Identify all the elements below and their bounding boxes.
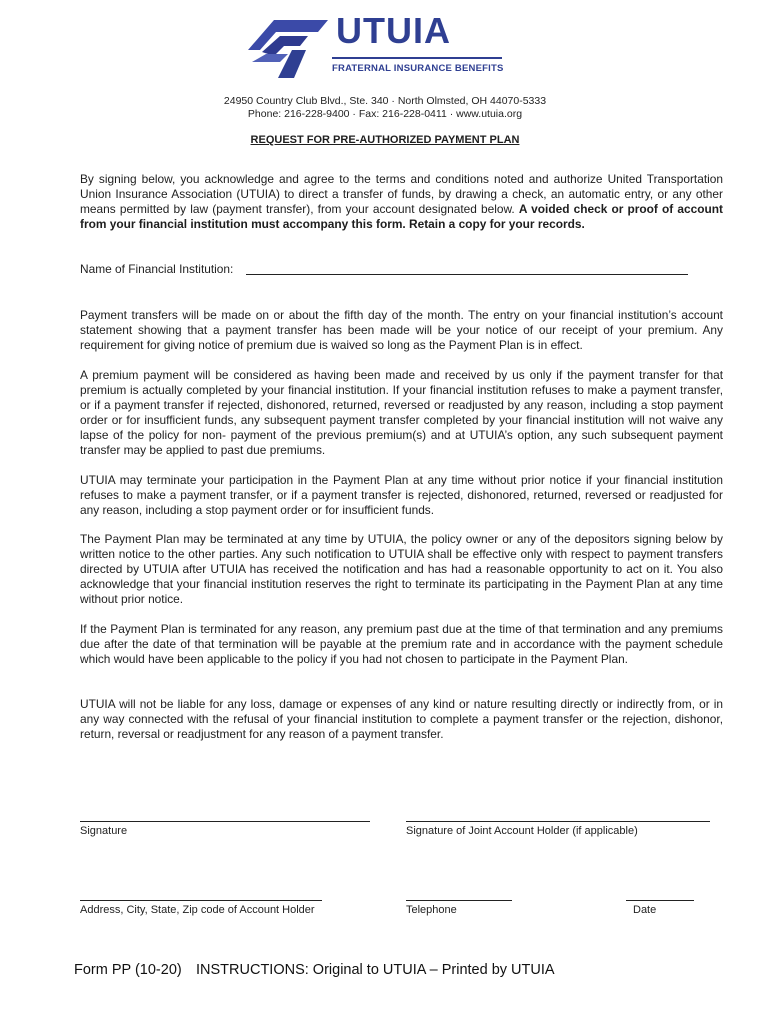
paragraph-payment-timing: Payment transfers will be made on or about the fifth day of the month. The entry on your financial institution’s account statement showing that a payment transfer has been made will be your notice of our receipt of your premium. Any requirement for giving notice of premium due is waived so long as the Payment Plan is in effect. [80,308,723,352]
paragraph-premium-payment: A premium payment will be considered as having been made and received by us only if the payment transfer for that premium is actually completed by your financial institution. If your financial institution refuses to make a payment transfer, or if a payment transfer if rejected, dishonored, returned, reversed or readjusted by any reason, including a stop payment order or for insufficient funds, any subsequent payment transfer completed by your financial institution will not waive any lapse of the policy for non- payment of the previous premium(s) and at UTUIA’s option, any such subsequent payment transfer may be applied to past due premiums. [80,368,723,457]
telephone-label: Telephone [406,904,457,916]
joint-signature-line[interactable] [406,821,710,822]
utuia-logo [248,10,508,80]
date-line[interactable] [626,900,694,901]
logo-name: UTUIA [336,10,451,51]
date-label: Date [633,904,657,916]
utuia-logo-mark-icon [248,16,334,80]
address-line-field[interactable] [80,900,322,901]
logo-subtitle: FRATERNAL INSURANCE BENEFITS [332,63,504,74]
intro-paragraph [80,172,723,232]
signature-line[interactable] [80,821,370,822]
financial-institution-label: Name of Financial Institution: [80,262,234,276]
address-field-label: Address, City, State, Zip code of Account Holder [80,904,315,916]
paragraph-termination-notice: UTUIA may terminate your participation in the Payment Plan at any time without prior notice if your financial institution refuses to make a payment transfer, or if a payment transfer is rejected, dishonored, returned, reversed or readjusted for any reason, including a stop payment order or for insufficient funds. [80,473,723,517]
paragraph-plan-termination: The Payment Plan may be terminated at any time by UTUIA, the policy owner or any of the depositors signing below by written notice to the other parties. Any such notification to UTUIA shall be effective only with respect to payment transfers directed by UTUIA after UTUIA has received the notification and has had a reasonable opportunity to act on it. You also acknowledge that your financial institution reserves the right to terminate its participating in the Payment Plan at any time without prior notice. [80,532,723,606]
address-line-2: Phone: 216-228-9400 · Fax: 216-228-0411 · www.utuia.org [247,108,523,120]
signature-label: Signature [80,825,128,837]
paragraph-past-due: If the Payment Plan is terminated for any reason, any premium past due at the time of that termination and any premiums due after the date of that termination will be payable at the premium rate and in accordance with the payment schedule which would have been applicable to the policy if you had not chosen to participate in the Payment Plan. [80,622,723,666]
form-instructions: INSTRUCTIONS: Original to UTUIA – Printed by UTUIA [196,962,555,978]
logo-divider [332,57,502,59]
intro-bold-notice: A voided check or proof of account from your financial institution must accompany this form. Retain a copy for your records. [80,202,723,231]
joint-signature-label: Signature of Joint Account Holder (if applicable) [406,825,638,837]
intro-text: By signing below, you acknowledge and agree to the terms and conditions noted and authorize United Transportation Union Insurance Association (UTUIA) to direct a transfer of funds, by drawing a check, an automatic entry, or any other means permitted by law (payment transfer), from your account designated below. [80,172,723,216]
telephone-line[interactable] [406,900,512,901]
form-number: Form PP (10-20) [74,962,182,978]
address-line-1: 24950 Country Club Blvd., Ste. 340 · North Olmsted, OH 44070-5333 [223,95,547,107]
financial-institution-field[interactable] [246,274,688,275]
paragraph-liability: UTUIA will not be liable for any loss, damage or expenses of any kind or nature resulting directly or indirectly from, or in any way connected with the refusal of your financial institution to complete a payment transfer or the rejection, dishonor, return, reversal or readjustment for any reason of a payment transfer. [80,697,723,741]
form-title: REQUEST FOR PRE-AUTHORIZED PAYMENT PLAN [250,134,520,146]
